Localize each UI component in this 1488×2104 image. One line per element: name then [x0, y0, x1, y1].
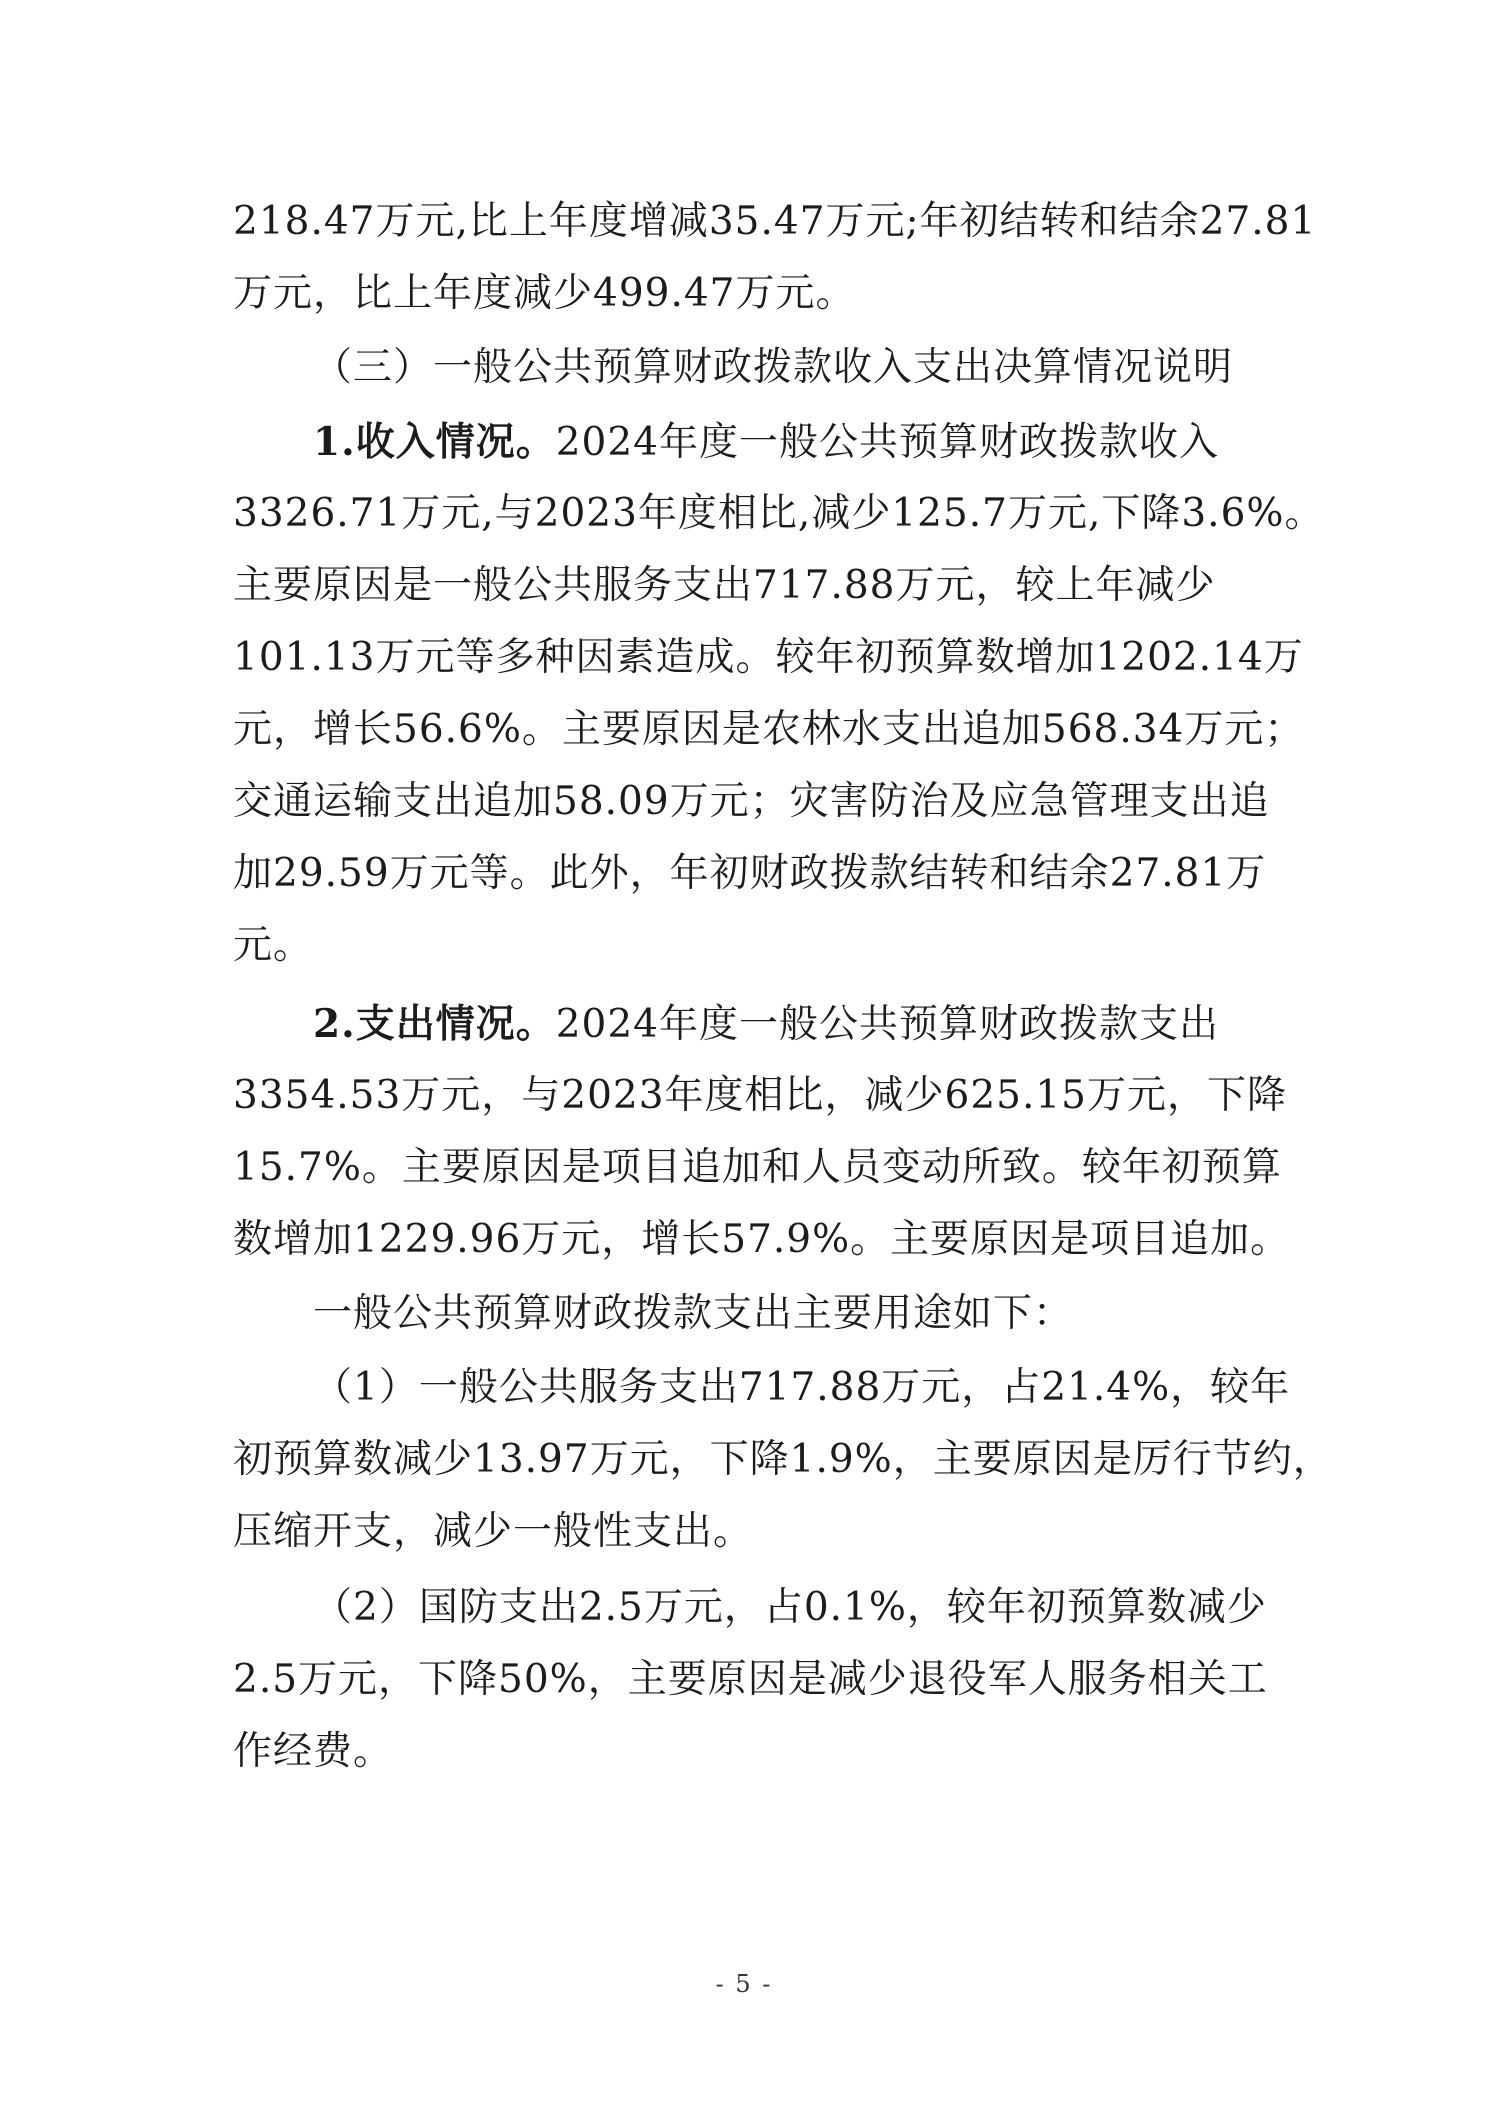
body-text-line: 加29.59万元等。此外，年初财政拨款结转和结余27.81万 — [233, 851, 1267, 896]
body-text-line: 作经费。 — [233, 1729, 394, 1774]
body-text-line: 万元，比上年度减少499.47万元。 — [233, 271, 856, 316]
list-item-1: （1）一般公共服务支出717.88万元，占21.4%，较年 — [313, 1365, 1291, 1410]
body-text-line: 101.13万元等多种因素造成。较年初预算数增加1202.14万 — [233, 635, 1304, 680]
body-text-line: 2.5万元，下降50%，主要原因是减少退役军人服务相关工 — [233, 1657, 1268, 1702]
body-text-line: 3326.71万元,与2023年度相比,减少125.7万元,下降3.6%。 — [233, 491, 1325, 536]
body-text-line: 3354.53万元，与2023年度相比，减少625.15万元，下降 — [233, 1073, 1287, 1118]
body-text-line: 数增加1229.96万元，增长57.9%。主要原因是项目追加。 — [233, 1217, 1291, 1262]
body-text-line: 初预算数减少13.97万元，下降1.9%，主要原因是厉行节约， — [233, 1437, 1333, 1482]
body-text-line: 元，增长56.6%。主要原因是农林水支出追加568.34万元； — [233, 707, 1305, 752]
body-text-line: 主要原因是一般公共服务支出717.88万元，较上年减少 — [233, 563, 1216, 608]
expense-heading: 2.支出情况。 — [313, 1001, 556, 1047]
section-heading: （三）一般公共预算财政拨款收入支出决算情况说明 — [313, 345, 1234, 390]
body-text-line: 218.47万元,比上年度增减35.47万元;年初结转和结余27.81 — [233, 199, 1317, 244]
body-text-line: 元。 — [233, 923, 314, 968]
body-text-line: 压缩开支，减少一般性支出。 — [233, 1509, 754, 1554]
page-number: - 5 - — [715, 1970, 773, 1998]
paragraph-expense-start: 2.支出情况。2024年度一般公共预算财政拨款支出 — [313, 1001, 1219, 1047]
paragraph-income-start: 1.收入情况。2024年度一般公共预算财政拨款收入 — [313, 419, 1219, 465]
body-text-line: 交通运输支出追加58.09万元；灾害防治及应急管理支出追 — [233, 779, 1270, 824]
body-text-line: 一般公共预算财政拨款支出主要用途如下： — [313, 1291, 1074, 1336]
body-text-line: 15.7%。主要原因是项目追加和人员变动所致。较年初预算 — [233, 1145, 1282, 1190]
income-heading: 1.收入情况。 — [313, 419, 556, 465]
list-item-2: （2）国防支出2.5万元，占0.1%，较年初预算数减少 — [313, 1585, 1267, 1630]
